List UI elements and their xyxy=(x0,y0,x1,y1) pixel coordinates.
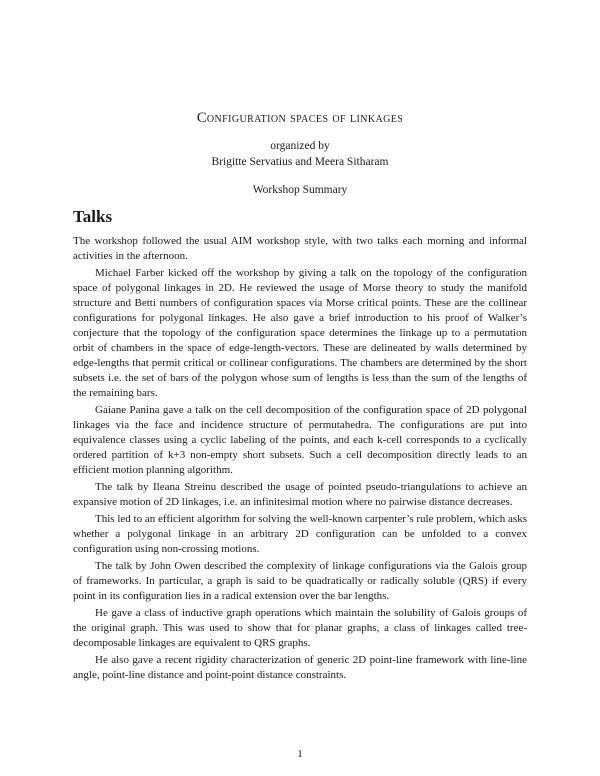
organized-by-label: organized by xyxy=(270,140,330,152)
organizers: Brigitte Servatius and Meera Sitharam xyxy=(211,156,389,168)
page-number: 1 xyxy=(297,748,303,760)
paragraph: The talk by John Owen described the complexity of linkage configurations via the Galois group of frameworks. In particular, a graph is said to be quadratically or radically soluble (QRS) if every point in its configuration lies in a radical extension over the bar lengths. xyxy=(73,560,527,602)
paragraph: He gave a class of inductive graph operations which maintain the solubility of Galois groups of the original graph. This was used to show that for planar graphs, a class of linkages called tree-decomposable linkages are equivalent to QRS graphs. xyxy=(73,607,527,649)
paragraph: This led to an efficient algorithm for solving the well-known carpenter’s rule problem, which asks whether a polygonal linkage in an arbitrary 2D configuration can be unfolded to a convex configuration using non-crossing motions. xyxy=(73,513,527,555)
section-title: Talks xyxy=(73,207,113,226)
paragraph: Michael Farber kicked off the workshop by giving a talk on the topology of the configuration space of polygonal linkages in 2D. He reviewed the usage of Morse theory to study the manifold structure and Betti numbers of configuration spaces via Morse critical points. These are the collinear configurations for polygonal linkages. He also gave a brief introduction to his proof of Walker’s conjecture that the topology of the configuration space determines the linkage up to a permutation orbit of chambers in the space of edge-length-vectors. These are delineated by walls determined by edge-lengths that permit critical or collinear configurations. The chambers are determined by the short subsets i.e. the set of bars of the polygon whose sum of lengths is less than the sum of the lengths of the remaining bars. xyxy=(73,267,527,399)
section-body xyxy=(73,234,527,685)
paragraph: The talk by Ileana Streinu described the usage of pointed pseudo-triangulations to achieve an expansive motion of 2D linkages, i.e. an infinitesimal motion where no pairwise distance decreases. xyxy=(73,481,527,508)
document-title: Configuration spaces of linkages xyxy=(196,110,404,126)
paragraph: Gaiane Panina gave a talk on the cell decomposition of the configuration space of 2D polygonal linkages via the face and incidence structure of permutahedra. The configurations are put into equivalence classes using a cyclic labeling of the points, and each k-cell corresponds to a cyclically ordered partition of k+3 non-empty short subsets. Such a cell decomposition directly leads to an efficient motion planning algorithm. xyxy=(73,404,527,476)
paragraph: He also gave a recent rigidity characterization of generic 2D point-line framework with line-line angle, point-line distance and point-point distance constraints. xyxy=(73,654,527,681)
document-type: Workshop Summary xyxy=(252,184,348,196)
paragraph: The workshop followed the usual AIM workshop style, with two talks each morning and informal activities in the afternoon. xyxy=(73,235,527,262)
document-header xyxy=(0,110,600,198)
